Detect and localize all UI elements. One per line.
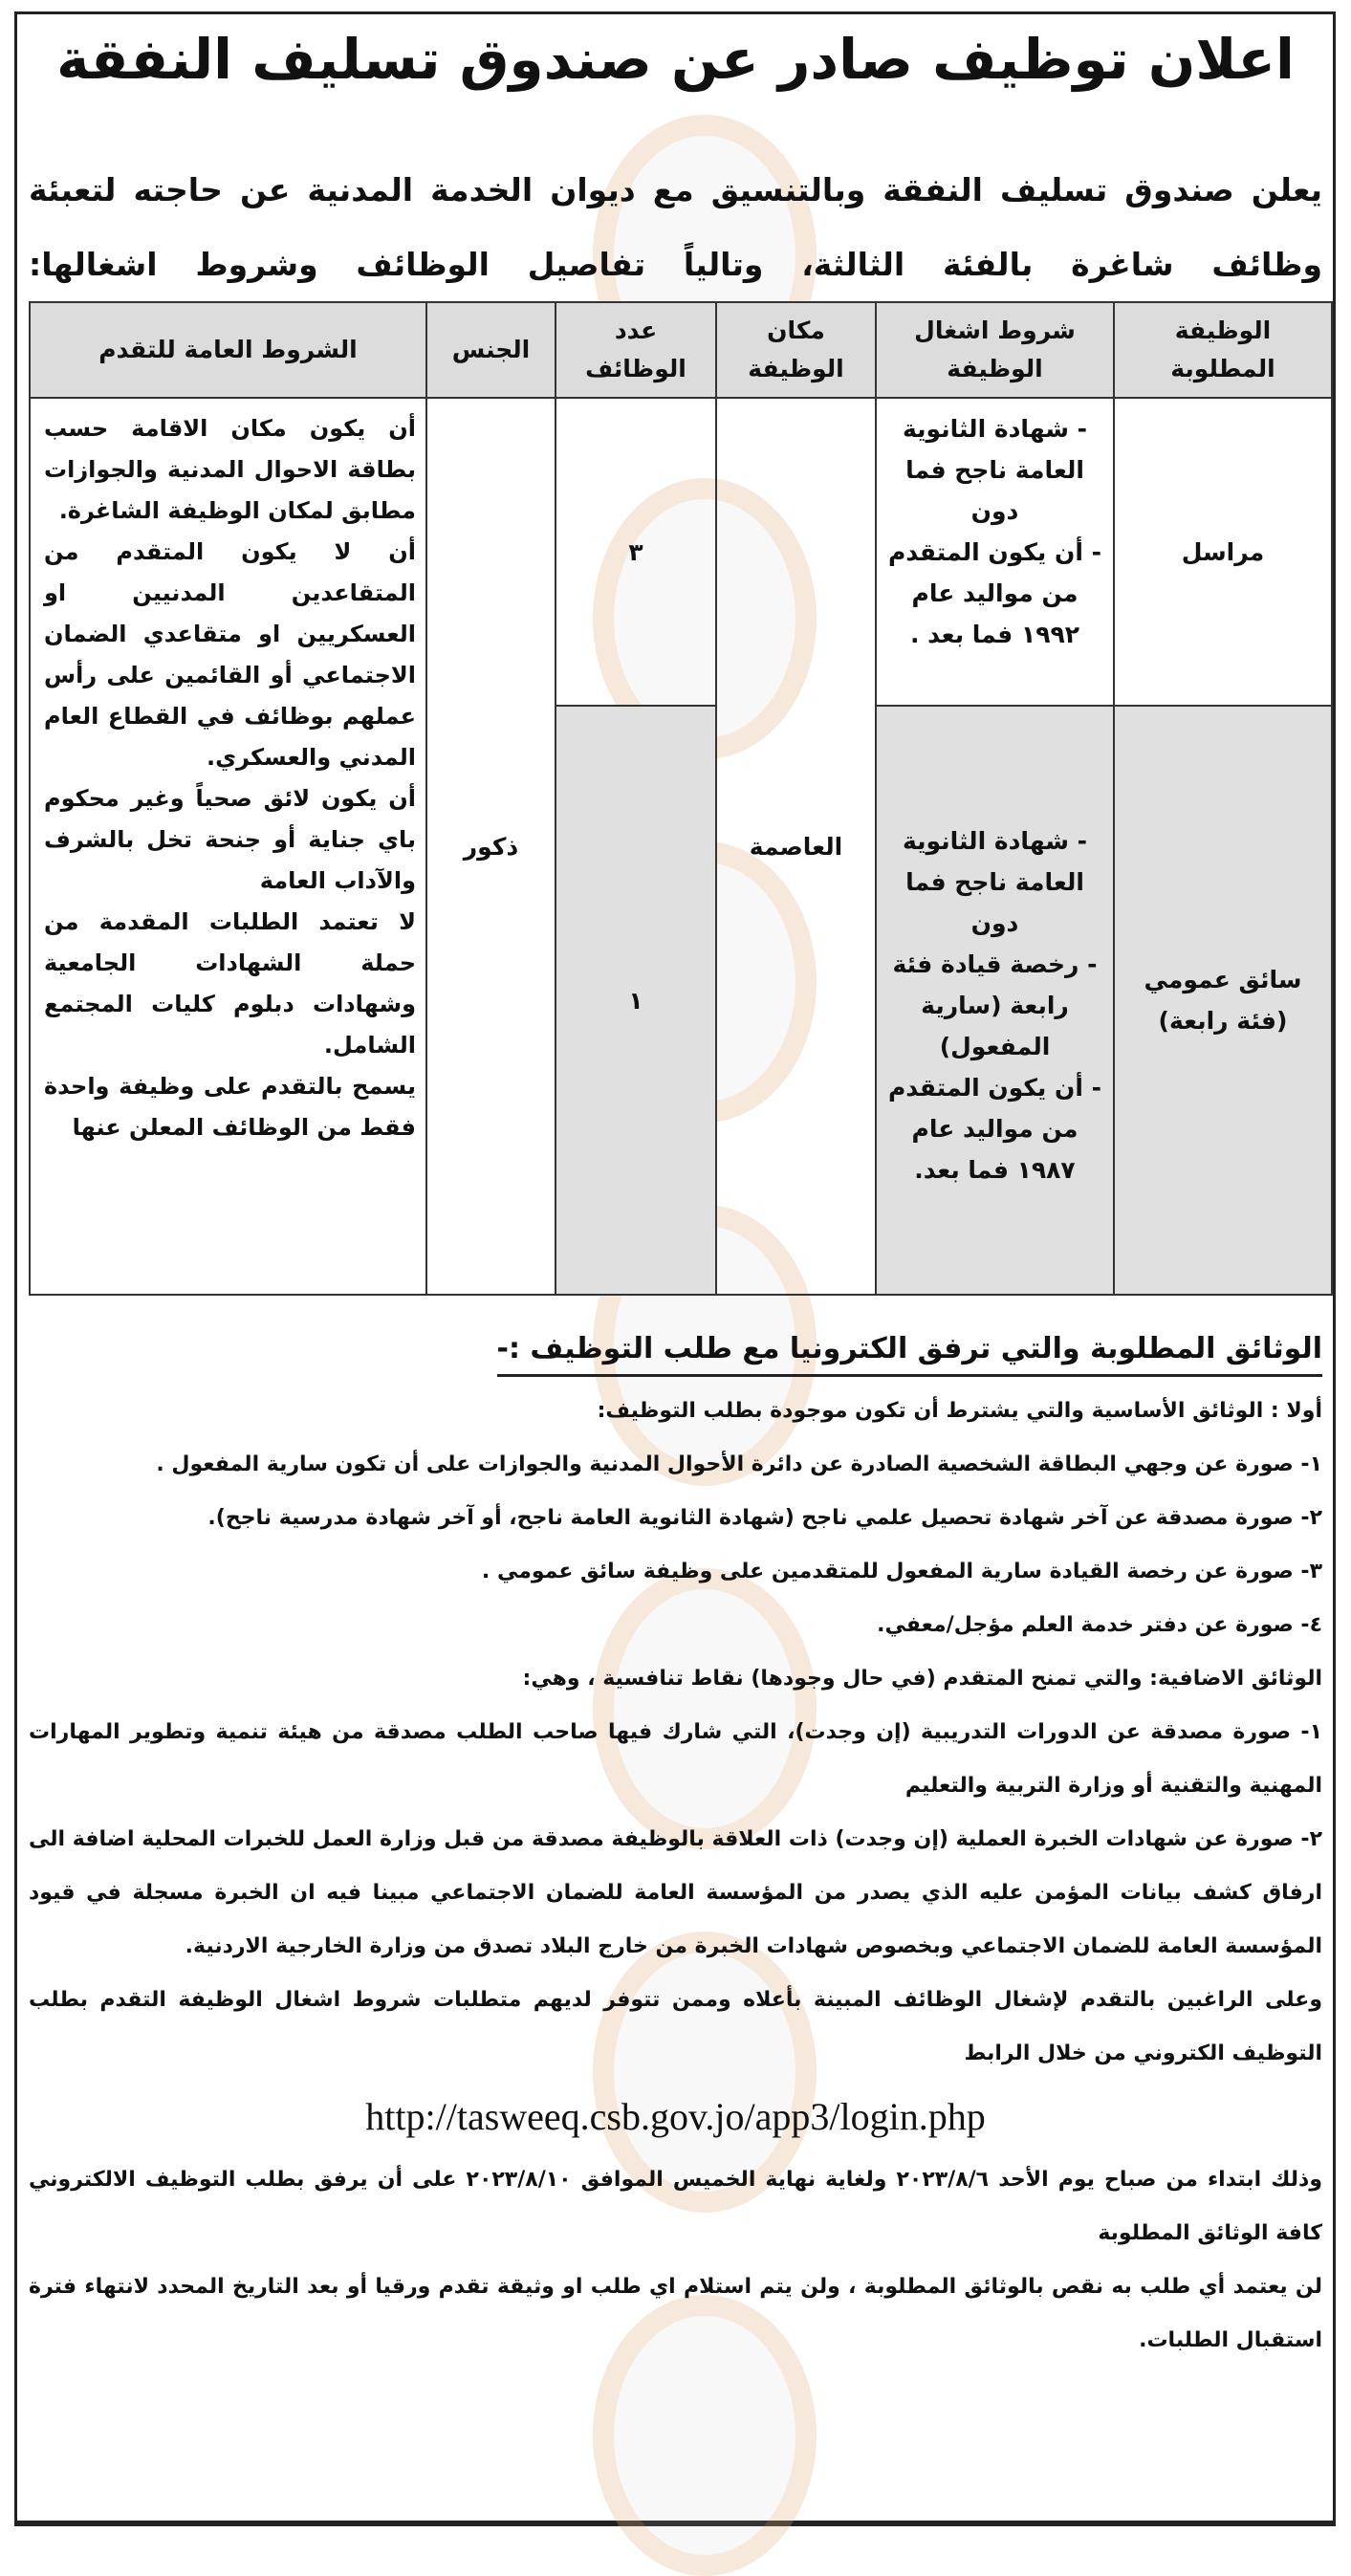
page-title: اعلان توظيف صادر عن صندوق تسليف النفقة <box>56 27 1295 92</box>
table-header-row <box>30 302 1332 398</box>
extra-documents-title: الوثائق الاضافية: والتي تمنح المتقدم (في حال وجودها) نقاط تنافسية ، وهي: <box>522 1667 1322 1691</box>
condition-item: - أن يكون المتقدم من مواليد عام ١٩٩٢ فما بعد . <box>887 538 1101 648</box>
documents-section <box>29 1324 1322 2368</box>
header-place: مكان الوظيفة <box>716 302 876 398</box>
job-gender: ذكور <box>426 398 556 1295</box>
header-job: الوظيفة المطلوبة <box>1114 302 1332 398</box>
job-count: ١ <box>556 706 716 1295</box>
documents-heading: الوثائق المطلوبة والتي ترفق الكترونيا مع طلب التوظيف :- <box>497 1324 1322 1377</box>
condition-item: - شهادة الثانوية العامة ناجح فما دون <box>902 826 1087 937</box>
document-item: ٢- صورة عن شهادات الخبرة العملية (إن وجدت) ذات العلاقة بالوظيفة مصدقة من قبل وزارة العمل للخبرات المحلية اضافة الى ارفاق كشف بيانات المؤمن عليه الذي يصدر من المؤسسة العامة للضمان الاجتماعي مبينا فيه ان الخبرة مسجلة في قيود المؤسسة العامة للضمان الاجتماعي وبخصوص شهادات الخبرة من خارج البلاد تصدق من وزارة الخارجية الاردنية. <box>29 1827 1322 1958</box>
general-condition-item: أن يكون لائق صحياً وغير محكوم باي جناية أو جنحة تخل بالشرف والآداب العامة <box>44 785 416 894</box>
job-title: سائق عمومي (فئة رابعة) <box>1114 706 1332 1295</box>
header-general-conditions: الشروط العامة للتقدم <box>30 302 426 398</box>
table-row <box>30 398 1332 706</box>
job-place: العاصمة <box>716 398 876 1295</box>
document-item: ١- صورة عن وجهي البطاقة الشخصية الصادرة عن دائرة الأحوال المدنية والجوازات على أن تكون سارية المفعول . <box>156 1452 1322 1476</box>
document-item: ١- صورة مصدقة عن الدورات التدريبية (إن وجدت)، التي شارك فيها صاحب الطلب مصدقة من هيئة تنمية وتطوير المهارات المهنية والتقنية أو وزارة التربية والتعليم <box>29 1720 1322 1798</box>
general-conditions <box>30 398 426 1295</box>
document-item: ٤- صورة عن دفتر خدمة العلم مؤجل/معفي. <box>877 1613 1322 1637</box>
document-item: ٣- صورة عن رخصة القيادة سارية المفعول للمتقدمين على وظيفة سائق عمومي . <box>481 1560 1322 1583</box>
intro-paragraph: يعلن صندوق تسليف النفقة وبالتنسيق مع ديوان الخدمة المدنية عن حاجته لتعبئة وظائف شاغرة بالفئة الثالثة، وتالياً تفاصيل الوظائف وشروط اشغالها: <box>29 171 1322 283</box>
job-conditions <box>876 398 1114 706</box>
jobs-table <box>29 301 1333 1296</box>
condition-item: - أن يكون المتقدم من مواليد عام ١٩٨٧ فما بعد. <box>887 1073 1101 1184</box>
final-note: لن يعتمد أي طلب به نقص بالوثائق المطلوبة ، ولن يتم استلام اي طلب او وثيقة تقدم ورقيا أو بعد التاريخ المحدد لانتهاء فترة استقبال الطلبات. <box>29 2275 1322 2352</box>
document-item: ٢- صورة مصدقة عن آخر شهادة تحصيل علمي ناجح (شهادة الثانوية العامة ناجح، أو آخر شهادة مدرسية ناجح). <box>207 1506 1322 1530</box>
job-conditions <box>876 706 1114 1295</box>
condition-item: - شهادة الثانوية العامة ناجح فما دون <box>902 415 1087 525</box>
general-condition-item: لا تعتمد الطلبات المقدمة من حملة الشهادات الجامعية وشهادات دبلوم كليات المجتمع الشامل. <box>44 908 416 1059</box>
job-title: مراسل <box>1114 398 1332 706</box>
general-condition-item: يسمح بالتقدم على وظيفة واحدة فقط من الوظائف المعلن عنها <box>44 1073 416 1141</box>
condition-item: - رخصة قيادة فئة رابعة (سارية المفعول) <box>892 950 1098 1060</box>
general-condition-item: أن لا يكون المتقدم من المتقاعدين المدنيين او العسكريين او متقاعدي الضمان الاجتماعي أو القائمين على رأس عملهم بوظائف في القطاع العام المدني والعسكري. <box>44 538 416 771</box>
header-gender: الجنس <box>426 302 556 398</box>
header-count: عدد الوظائف <box>556 302 716 398</box>
apply-instructions: وعلى الراغبين بالتقدم لإشغال الوظائف المبينة بأعلاه وممن تتوفر لديهم متطلبات شروط اشغال الوظيفة التقدم بطلب التوظيف الكتروني من خلال الرابط <box>29 1988 1322 2065</box>
general-condition-item: أن يكون مكان الاقامة حسب بطاقة الاحوال المدنية والجوازات مطابق لمكان الوظيفة الشاغرة. <box>44 415 416 524</box>
basic-documents-title: أولا : الوثائق الأساسية والتي يشترط أن تكون موجودة بطلب التوظيف: <box>597 1399 1322 1423</box>
header-conditions: شروط اشغال الوظيفة <box>876 302 1114 398</box>
application-link[interactable]: http://tasweeq.csb.gov.jo/app3/login.php <box>365 2095 986 2138</box>
job-count: ٣ <box>556 398 716 706</box>
application-dates: وذلك ابتداء من صباح يوم الأحد ٢٠٢٣/٨/٦ ولغاية نهاية الخميس الموافق ٢٠٢٣/٨/١٠ على أن يرفق بطلب التوظيف الالكتروني كافة الوثائق المطلوبة <box>29 2168 1323 2245</box>
